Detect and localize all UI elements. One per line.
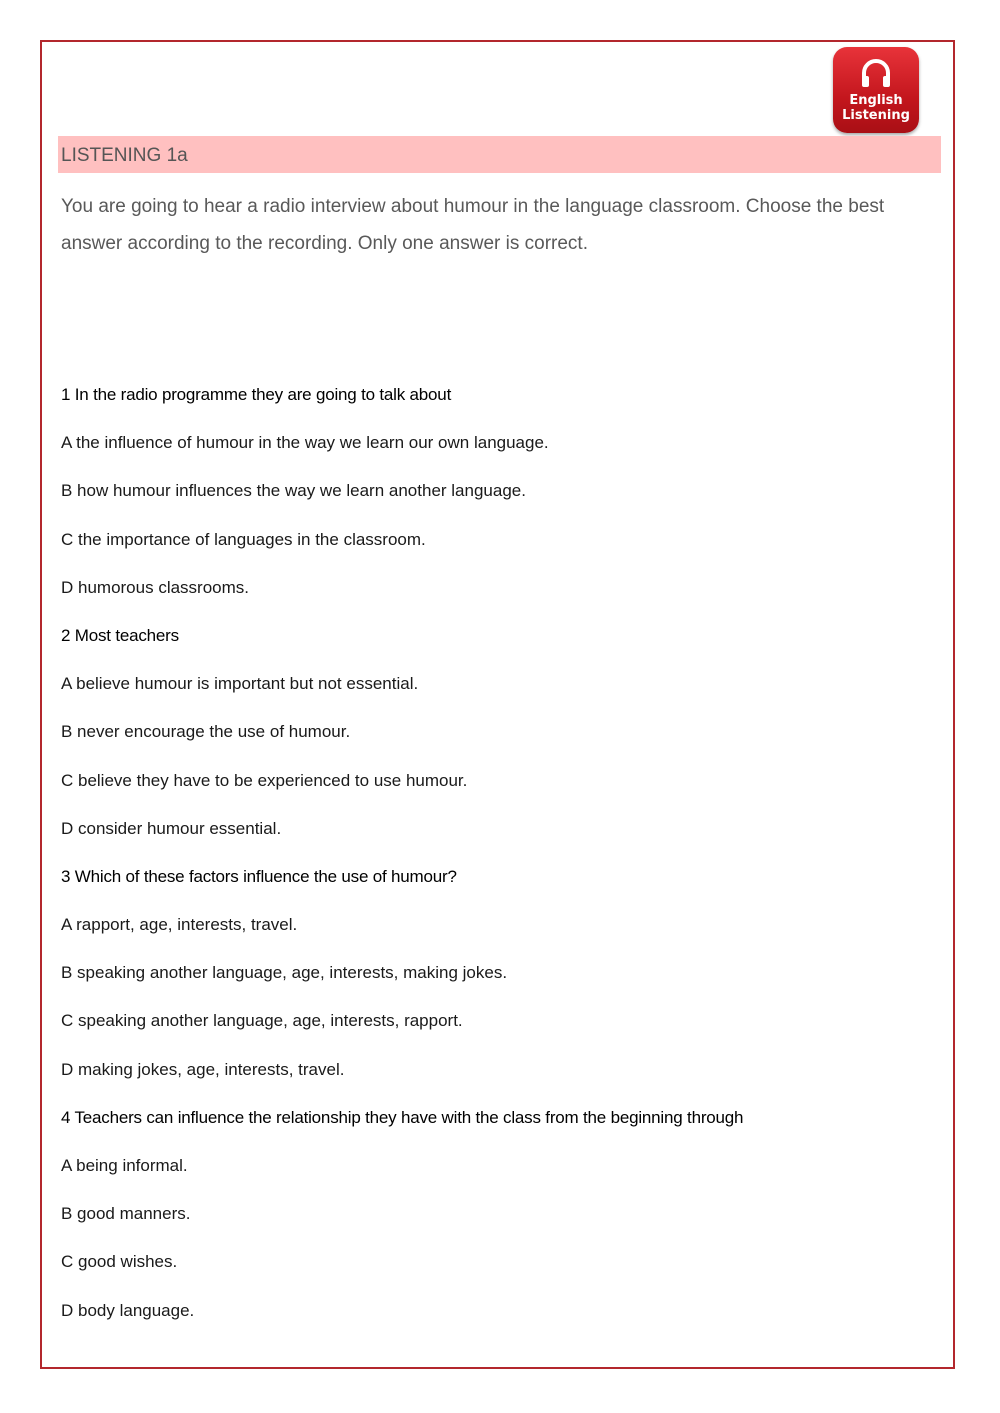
section-title: LISTENING 1a [61,145,188,166]
answer-option-d: D humorous classrooms. [61,577,250,597]
question-2 [61,623,941,864]
logo-text-listening: Listening [842,108,910,123]
question-text: 4 Teachers can influence the relationship they have with the class from the beginning through [61,1107,744,1127]
question-4 [61,1105,941,1346]
question-text: 2 Most teachers [61,625,179,645]
answer-option-c: C the importance of languages in the classroom. [61,529,426,549]
instructions: You are going to hear a radio interview about humour in the language classroom. Choose the best answer according to the recording. Only one answer is correct. [61,196,885,254]
answer-option-b: B never encourage the use of humour. [61,722,351,742]
english-listening-logo [833,47,919,133]
answer-option-d: D making jokes, age, interests, travel. [61,1059,345,1079]
answer-option-a: A rapport, age, interests, travel. [61,915,298,935]
question-3 [61,864,941,1105]
question-list [61,382,941,1346]
question-1 [61,382,941,623]
answer-option-b: B how humour influences the way we learn another language. [61,481,526,501]
answer-option-c: C believe they have to be experienced to use humour. [61,770,468,790]
logo-text-english: English [849,93,903,108]
section-header [58,136,941,173]
answer-option-b: B speaking another language, age, interests, making jokes. [61,963,508,983]
answer-option-c: C good wishes. [61,1252,178,1272]
answer-option-a: A the influence of humour in the way we learn our own language. [61,433,549,453]
answer-option-d: D body language. [61,1300,195,1320]
answer-option-d: D consider humour essential. [61,818,282,838]
answer-option-a: A believe humour is important but not essential. [61,674,419,694]
answer-option-c: C speaking another language, age, interests, rapport. [61,1011,463,1031]
answer-option-a: A being informal. [61,1156,188,1175]
question-text: 3 Which of these factors influence the use of humour? [61,866,457,886]
question-text: 1 In the radio programme they are going to talk about [61,385,452,404]
answer-option-b: B good manners. [61,1204,191,1224]
headphones-icon [859,57,893,91]
